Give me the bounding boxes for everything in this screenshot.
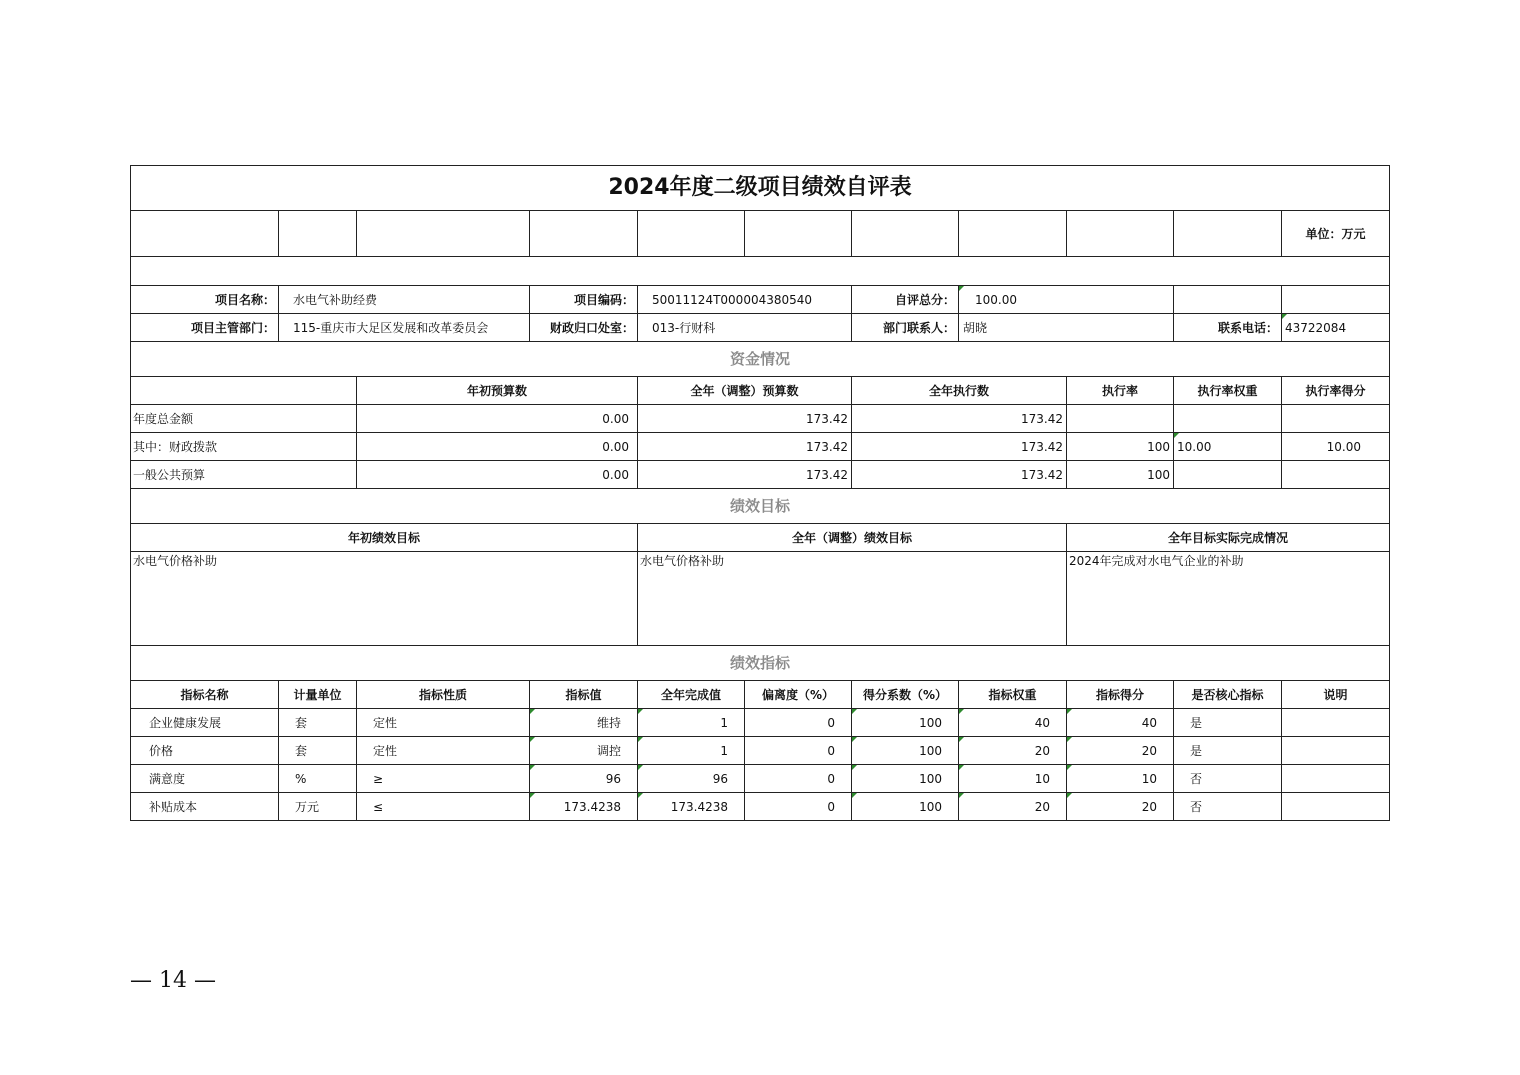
goal-actual-text: 2024年完成对水电气企业的补助 [1067, 552, 1390, 646]
indicator-score: 20 [1067, 737, 1174, 765]
contact-label: 部门联系人： [852, 314, 959, 342]
unit-label: 单位：万元 [1282, 211, 1390, 257]
indicator-actual: 173.4238 [638, 793, 745, 821]
indicator-actual: 96 [638, 765, 745, 793]
funds-row-weight [1174, 405, 1282, 433]
indicator-core: 否 [1174, 765, 1282, 793]
unit-row [131, 211, 1390, 257]
goal-adjusted-text: 水电气价格补助 [638, 552, 1067, 646]
indicator-deviation: 0 [745, 737, 852, 765]
funds-row [131, 405, 1390, 433]
funds-row-weight: 10.00 [1174, 433, 1282, 461]
indicators-header-row [131, 681, 1390, 709]
indicator-row [131, 709, 1390, 737]
goals-header-initial: 年初绩效目标 [131, 524, 638, 552]
evaluation-sheet [130, 165, 1389, 821]
indicator-core: 是 [1174, 709, 1282, 737]
phone-label: 联系电话： [1174, 314, 1282, 342]
ind-header-score: 指标得分 [1067, 681, 1174, 709]
department-label: 项目主管部门： [131, 314, 279, 342]
funds-row-initial: 0.00 [357, 461, 638, 489]
funds-header-score: 执行率得分 [1282, 377, 1390, 405]
funds-row-score [1282, 461, 1390, 489]
indicator-deviation: 0 [745, 765, 852, 793]
project-name-value: 水电气补助经费 [279, 286, 530, 314]
indicator-note [1282, 765, 1390, 793]
funds-row-initial: 0.00 [357, 433, 638, 461]
indicator-row [131, 793, 1390, 821]
indicator-nature: 定性 [357, 737, 530, 765]
indicator-name: 补贴成本 [131, 793, 279, 821]
indicator-name: 满意度 [131, 765, 279, 793]
indicator-weight: 20 [959, 793, 1067, 821]
contact-value: 胡晓 [959, 314, 1174, 342]
funds-row-label: 一般公共预算 [131, 461, 357, 489]
funds-row-adjusted: 173.42 [638, 461, 852, 489]
indicator-coef: 100 [852, 709, 959, 737]
ind-header-nature: 指标性质 [357, 681, 530, 709]
indicator-weight: 10 [959, 765, 1067, 793]
goals-section-title: 绩效目标 [131, 489, 1390, 524]
indicator-row [131, 765, 1390, 793]
project-code-value: 50011124T000004380540 [638, 286, 852, 314]
indicator-note [1282, 737, 1390, 765]
self-score-label: 自评总分： [852, 286, 959, 314]
funds-row-executed: 173.42 [852, 461, 1067, 489]
blank-row [131, 257, 1390, 286]
finance-office-value: 013-行财科 [638, 314, 852, 342]
indicator-deviation: 0 [745, 793, 852, 821]
indicator-coef: 100 [852, 765, 959, 793]
indicator-core: 否 [1174, 793, 1282, 821]
indicator-actual: 1 [638, 709, 745, 737]
indicator-coef: 100 [852, 737, 959, 765]
indicator-deviation: 0 [745, 709, 852, 737]
indicator-score: 10 [1067, 765, 1174, 793]
funds-row-label: 年度总金额 [131, 405, 357, 433]
funds-row-adjusted: 173.42 [638, 405, 852, 433]
indicator-weight: 40 [959, 709, 1067, 737]
ind-header-core: 是否核心指标 [1174, 681, 1282, 709]
indicator-target: 调控 [530, 737, 638, 765]
funds-row [131, 433, 1390, 461]
funds-row-score [1282, 405, 1390, 433]
goal-initial-text: 水电气价格补助 [131, 552, 638, 646]
indicator-nature: ≤ [357, 793, 530, 821]
funds-row [131, 461, 1390, 489]
ind-header-name: 指标名称 [131, 681, 279, 709]
self-score-value: 100.00 [959, 286, 1174, 314]
funds-row-adjusted: 173.42 [638, 433, 852, 461]
funds-row-rate: 100 [1067, 461, 1174, 489]
indicator-target: 96 [530, 765, 638, 793]
indicator-target: 173.4238 [530, 793, 638, 821]
indicator-core: 是 [1174, 737, 1282, 765]
ind-header-deviation: 偏离度（%） [745, 681, 852, 709]
funds-header-adjusted: 全年（调整）预算数 [638, 377, 852, 405]
info-row-2 [131, 314, 1390, 342]
department-value: 115-重庆市大足区发展和改革委员会 [279, 314, 530, 342]
indicator-coef: 100 [852, 793, 959, 821]
indicator-note [1282, 709, 1390, 737]
ind-header-target: 指标值 [530, 681, 638, 709]
ind-header-note: 说明 [1282, 681, 1390, 709]
funds-row-score: 10.00 [1282, 433, 1390, 461]
indicator-target: 维持 [530, 709, 638, 737]
evaluation-table [130, 165, 1390, 821]
indicator-note [1282, 793, 1390, 821]
indicator-unit: 套 [279, 709, 357, 737]
indicator-score: 40 [1067, 709, 1174, 737]
project-name-label: 项目名称： [131, 286, 279, 314]
indicator-nature: ≥ [357, 765, 530, 793]
info-row-1 [131, 286, 1390, 314]
indicator-weight: 20 [959, 737, 1067, 765]
funds-header-weight: 执行率权重 [1174, 377, 1282, 405]
table-title: 2024年度二级项目绩效自评表 [131, 166, 1390, 211]
funds-row-weight [1174, 461, 1282, 489]
funds-row-rate [1067, 405, 1174, 433]
project-code-label: 项目编码： [530, 286, 638, 314]
indicator-unit: % [279, 765, 357, 793]
ind-header-actual: 全年完成值 [638, 681, 745, 709]
funds-row-initial: 0.00 [357, 405, 638, 433]
ind-header-weight: 指标权重 [959, 681, 1067, 709]
funds-row-label: 其中：财政拨款 [131, 433, 357, 461]
indicator-row [131, 737, 1390, 765]
phone-value: 43722084 [1282, 314, 1390, 342]
indicator-unit: 万元 [279, 793, 357, 821]
funds-row-executed: 173.42 [852, 405, 1067, 433]
funds-section-title: 资金情况 [131, 342, 1390, 377]
funds-header-row [131, 377, 1390, 405]
funds-header-executed: 全年执行数 [852, 377, 1067, 405]
indicator-score: 20 [1067, 793, 1174, 821]
indicators-section-title: 绩效指标 [131, 646, 1390, 681]
page-number: — 14 — [130, 968, 216, 993]
goals-header-actual: 全年目标实际完成情况 [1067, 524, 1390, 552]
ind-header-unit: 计量单位 [279, 681, 357, 709]
indicator-unit: 套 [279, 737, 357, 765]
ind-header-coef: 得分系数（%） [852, 681, 959, 709]
goals-header-adjusted: 全年（调整）绩效目标 [638, 524, 1067, 552]
funds-row-rate: 100 [1067, 433, 1174, 461]
funds-row-executed: 173.42 [852, 433, 1067, 461]
indicator-nature: 定性 [357, 709, 530, 737]
funds-header-initial: 年初预算数 [357, 377, 638, 405]
indicator-name: 企业健康发展 [131, 709, 279, 737]
goals-header-row [131, 524, 1390, 552]
finance-office-label: 财政归口处室： [530, 314, 638, 342]
indicator-actual: 1 [638, 737, 745, 765]
funds-header-rate: 执行率 [1067, 377, 1174, 405]
indicator-name: 价格 [131, 737, 279, 765]
goals-row [131, 552, 1390, 646]
